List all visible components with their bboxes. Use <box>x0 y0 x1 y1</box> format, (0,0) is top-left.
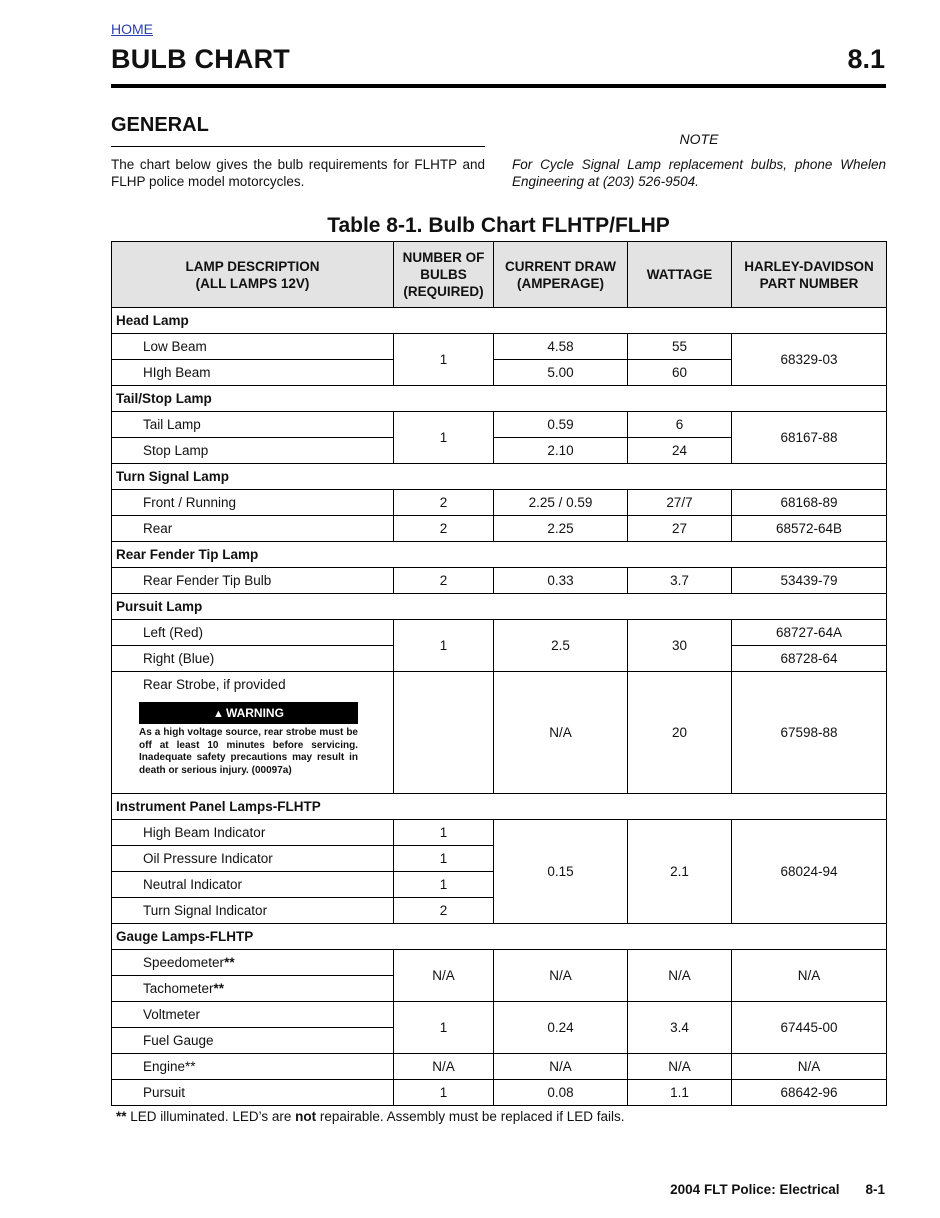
part-number: 68727-64A <box>732 620 887 646</box>
wattage: 27/7 <box>628 490 732 516</box>
header-part-number: HARLEY-DAVIDSON PART NUMBER <box>732 242 887 308</box>
table-row <box>112 820 887 846</box>
note-label: NOTE <box>679 131 719 147</box>
bulb-count: 1 <box>394 846 494 872</box>
current-draw: N/A <box>494 1054 628 1080</box>
group-row <box>112 386 887 412</box>
home-link[interactable]: HOME <box>111 21 153 37</box>
part-number: 68168-89 <box>732 490 887 516</box>
header-lamp-description: LAMP DESCRIPTION (ALL LAMPS 12V) <box>112 242 394 308</box>
group-label: Head Lamp <box>112 308 887 334</box>
table-row <box>112 490 887 516</box>
part-number: 67598-88 <box>732 672 887 794</box>
bulb-count: 2 <box>394 516 494 542</box>
current-draw: 2.25 <box>494 516 628 542</box>
group-label: Gauge Lamps-FLHTP <box>112 924 887 950</box>
lamp-description: Turn Signal Indicator <box>112 898 394 924</box>
bulb-count: 1 <box>394 334 494 386</box>
bulb-count <box>394 672 494 794</box>
lamp-description: Rear <box>112 516 394 542</box>
part-number: N/A <box>732 1054 887 1080</box>
table-footnote: ** LED illuminated. LED’s are not repairable. Assembly must be replaced if LED fails. <box>116 1109 625 1124</box>
warning-box <box>139 702 358 777</box>
bulb-count: 1 <box>394 1080 494 1106</box>
bulb-count: 2 <box>394 490 494 516</box>
bulb-count: 2 <box>394 568 494 594</box>
header-wattage: WATTAGE <box>628 242 732 308</box>
group-row <box>112 794 887 820</box>
lamp-description: Low Beam <box>112 334 394 360</box>
wattage: N/A <box>628 950 732 1002</box>
current-draw: 2.5 <box>494 620 628 672</box>
bulb-count: 1 <box>394 620 494 672</box>
part-number: 53439-79 <box>732 568 887 594</box>
general-heading: GENERAL <box>111 114 209 136</box>
lamp-description: Rear Strobe, if provided <box>143 677 286 692</box>
current-draw: 0.59 <box>494 412 628 438</box>
header-current-draw: CURRENT DRAW (AMPERAGE) <box>494 242 628 308</box>
wattage: 3.4 <box>628 1002 732 1054</box>
group-row <box>112 464 887 490</box>
lamp-description: Pursuit <box>112 1080 394 1106</box>
group-label: Instrument Panel Lamps-FLHTP <box>112 794 887 820</box>
wattage: 1.1 <box>628 1080 732 1106</box>
wattage: 3.7 <box>628 568 732 594</box>
part-number: 68572-64B <box>732 516 887 542</box>
lamp-description: Tail Lamp <box>112 412 394 438</box>
current-draw: 0.15 <box>494 820 628 924</box>
table-row <box>112 950 887 976</box>
general-text: The chart below gives the bulb requirements for FLHTP and FLHP police model motorcycles. <box>111 157 485 189</box>
lamp-description: High Beam Indicator <box>112 820 394 846</box>
part-number: 68329-03 <box>732 334 887 386</box>
page-title: BULB CHART <box>111 44 290 74</box>
table-title: Table 8-1. Bulb Chart FLHTP/FLHP <box>327 214 670 237</box>
table-row <box>112 568 887 594</box>
section-number: 8.1 <box>847 44 885 74</box>
lamp-description: Left (Red) <box>112 620 394 646</box>
lamp-description: Stop Lamp <box>112 438 394 464</box>
warning-text: As a high voltage source, rear strobe must be off at least 10 minutes before servicing. Inadequate safety precautions may result in death or serious injury. (00097a) <box>139 727 358 776</box>
bulb-chart-table <box>111 241 887 1106</box>
bulb-count: 1 <box>394 820 494 846</box>
lamp-description: Voltmeter <box>112 1002 394 1028</box>
lamp-description: Rear Fender Tip Bulb <box>112 568 394 594</box>
part-number: 68728-64 <box>732 646 887 672</box>
current-draw: 2.10 <box>494 438 628 464</box>
table-row <box>112 334 887 360</box>
table-row <box>112 1054 887 1080</box>
table-row <box>112 1080 887 1106</box>
group-row <box>112 308 887 334</box>
bulb-count: 1 <box>394 412 494 464</box>
bulb-count: N/A <box>394 1054 494 1080</box>
group-row <box>112 542 887 568</box>
strobe-description-cell <box>112 672 394 794</box>
table-row <box>112 412 887 438</box>
group-label: Turn Signal Lamp <box>112 464 887 490</box>
lamp-description: Front / Running <box>112 490 394 516</box>
lamp-description: Engine** <box>112 1054 394 1080</box>
header-number-of-bulbs: NUMBER OF BULBS (REQUIRED) <box>394 242 494 308</box>
warning-triangle-icon: ▲ <box>213 708 224 720</box>
group-label: Pursuit Lamp <box>112 594 887 620</box>
footer-page-number: 8-1 <box>865 1182 885 1197</box>
bulb-count: N/A <box>394 950 494 1002</box>
lamp-description: Speedometer** <box>112 950 394 976</box>
footer-manual-title: 2004 FLT Police: Electrical <box>670 1182 840 1197</box>
lamp-description: Tachometer** <box>112 976 394 1002</box>
warning-header: ▲ WARNING <box>139 702 358 724</box>
wattage: 6 <box>628 412 732 438</box>
current-draw: 5.00 <box>494 360 628 386</box>
table-row <box>112 1002 887 1028</box>
part-number: 68642-96 <box>732 1080 887 1106</box>
wattage: 2.1 <box>628 820 732 924</box>
part-number: 68167-88 <box>732 412 887 464</box>
group-label: Tail/Stop Lamp <box>112 386 887 412</box>
lamp-description: Right (Blue) <box>112 646 394 672</box>
part-number: 67445-00 <box>732 1002 887 1054</box>
current-draw: N/A <box>494 950 628 1002</box>
current-draw: N/A <box>494 672 628 794</box>
lamp-description: Oil Pressure Indicator <box>112 846 394 872</box>
current-draw: 0.33 <box>494 568 628 594</box>
note-text: For Cycle Signal Lamp replacement bulbs, phone Whelen Engineering at (203) 526-9504. <box>512 157 886 189</box>
group-label: Rear Fender Tip Lamp <box>112 542 887 568</box>
part-number: N/A <box>732 950 887 1002</box>
wattage: N/A <box>628 1054 732 1080</box>
current-draw: 4.58 <box>494 334 628 360</box>
group-row <box>112 924 887 950</box>
title-divider <box>111 84 886 88</box>
bulb-count: 1 <box>394 872 494 898</box>
part-number: 68024-94 <box>732 820 887 924</box>
lamp-description: HIgh Beam <box>112 360 394 386</box>
current-draw: 0.24 <box>494 1002 628 1054</box>
table-row <box>112 620 887 646</box>
general-divider <box>111 146 485 147</box>
bulb-count: 1 <box>394 1002 494 1054</box>
wattage: 20 <box>628 672 732 794</box>
lamp-description: Neutral Indicator <box>112 872 394 898</box>
current-draw: 2.25 / 0.59 <box>494 490 628 516</box>
group-row <box>112 594 887 620</box>
wattage: 60 <box>628 360 732 386</box>
wattage: 55 <box>628 334 732 360</box>
table-header-row <box>112 242 887 308</box>
wattage: 24 <box>628 438 732 464</box>
table-row <box>112 516 887 542</box>
lamp-description: Fuel Gauge <box>112 1028 394 1054</box>
bulb-count: 2 <box>394 898 494 924</box>
current-draw: 0.08 <box>494 1080 628 1106</box>
page-footer <box>670 1182 885 1197</box>
table-row <box>112 672 887 794</box>
wattage: 27 <box>628 516 732 542</box>
wattage: 30 <box>628 620 732 672</box>
